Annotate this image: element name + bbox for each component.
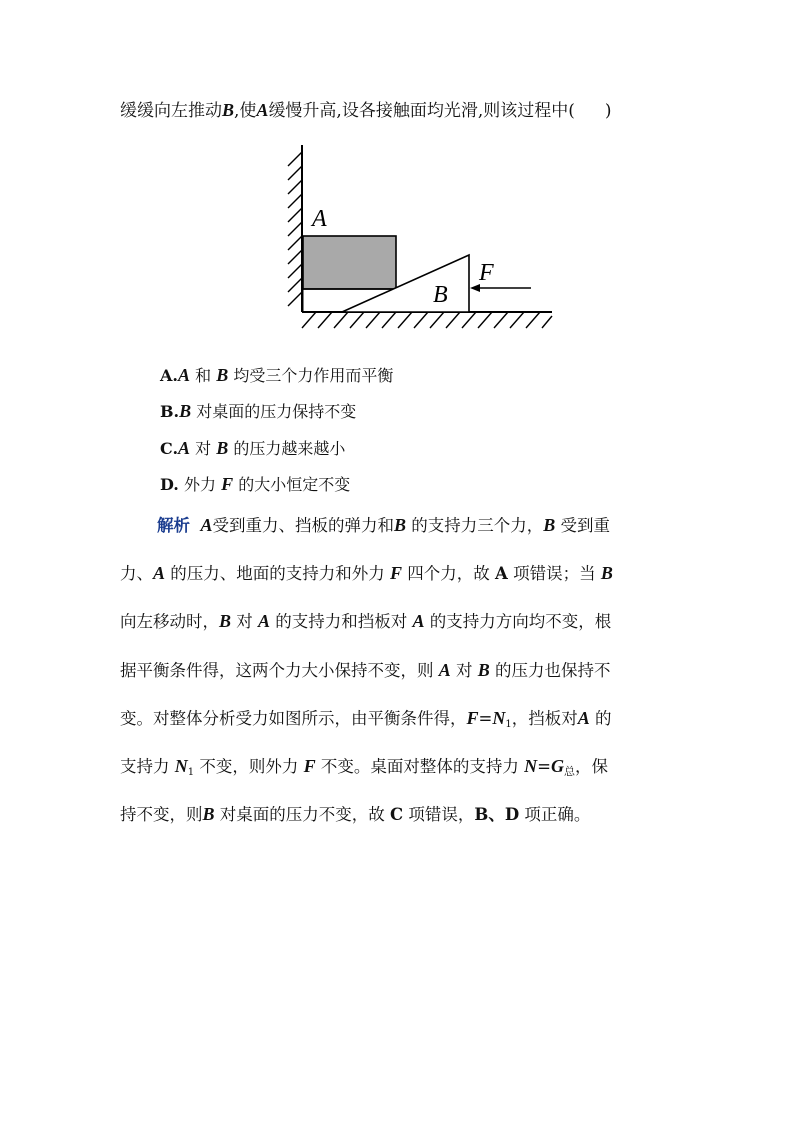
solution-line-3: 向左移动时，B 对 A 的支持力和挡板对 A 的支持力方向均不变，根 [120, 611, 612, 631]
option-d[interactable]: D. 外力 F 的大小恒定不变 [160, 474, 351, 494]
solution-line-2: 力、A 的压力、地面的支持力和外力 F 四个力，故 A 项错误；当 B [120, 563, 613, 583]
solution-line-5: 变。对整体分析受力如图所示，由平衡条件得，$F=N_1$，挡板对A 的 [120, 708, 612, 730]
option-c[interactable]: C.A 对 B 的压力越来越小 [160, 438, 346, 458]
solution-line-7: 持不变，则B 对桌面的压力不变，故 C 项错误，B、D 项正确。 [120, 804, 591, 824]
option-b[interactable]: B.B 对桌面的压力保持不变 [160, 401, 357, 421]
label-b: B [433, 282, 448, 308]
physics-figure [270, 140, 560, 340]
solution-line-4: 据平衡条件得，这两个力大小保持不变，则 A 对 B 的压力也保持不 [120, 660, 611, 680]
solution-line-1: 解析 A受到重力、挡板的弹力和B 的支持力三个力，B 受到重 [157, 515, 611, 535]
label-f: F [479, 260, 494, 286]
option-a[interactable]: A.A 和 B 均受三个力作用而平衡 [160, 365, 394, 385]
label-a: A [312, 206, 327, 232]
solution-line-6: 支持力 $N_1$ 不变，则外力 F 不变。桌面对整体的支持力 $N=G_总$，保 [120, 756, 608, 778]
block-a [303, 236, 396, 289]
ground-hatching [302, 312, 552, 328]
solution-keyword: 解析 [157, 516, 190, 535]
question-text: 缓缓向左推动B,使A缓慢升高,设各接触面均光滑,则该过程中( ) [120, 100, 612, 121]
wall-hatching [288, 152, 302, 306]
